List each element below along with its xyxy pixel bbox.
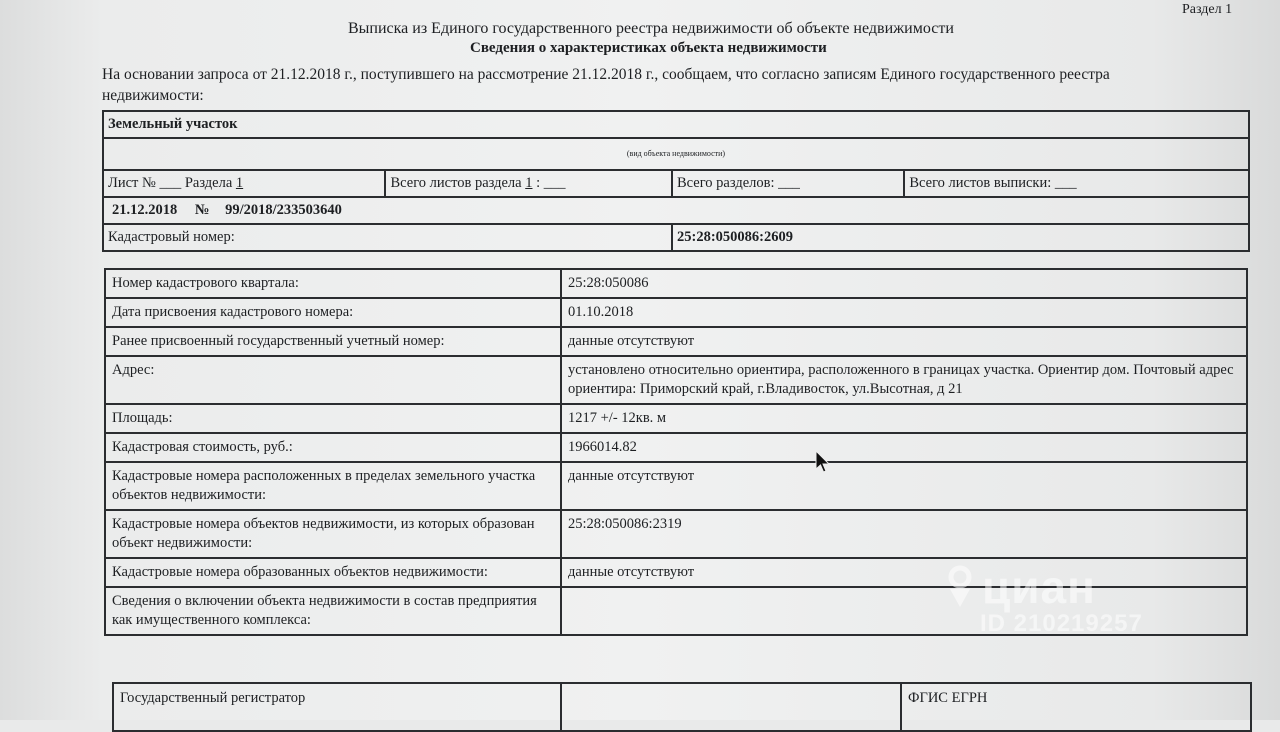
intro-text-line1: На основании запроса от 21.12.2018 г., поступившего на рассмотрение 21.12.2018 г., сообщаем, что согласно записям Единого государственного реестра: [102, 66, 1110, 83]
document-title: Выписка из Единого государственного реестра недвижимости об объекте недвижимости: [348, 20, 954, 37]
cadastral-number-label: Кадастровый номер:: [103, 224, 672, 251]
section-label: Раздела: [184, 175, 233, 191]
row-value: 01.10.2018: [561, 298, 1247, 327]
row-value: 1966014.82: [561, 433, 1247, 462]
watermark-id: ID 210219257: [980, 610, 1143, 637]
watermark-logo: [944, 560, 1143, 614]
table-row: [105, 510, 1247, 558]
object-header-table: [102, 110, 1250, 252]
mouse-cursor-icon: [815, 450, 831, 474]
watermark: [944, 560, 1143, 638]
row-value: данные отсутствуют: [561, 558, 1247, 587]
extract-number: 99/2018/233503640: [225, 202, 342, 218]
system-name: ФГИС ЕГРН: [901, 683, 1251, 731]
total-sections-cell: [672, 170, 904, 197]
row-label: Дата присвоения кадастрового номера:: [105, 298, 561, 327]
cadastral-number-value: 25:28:050086:2609: [672, 224, 1249, 251]
total-sheets-extract-label: Всего листов выписки:: [909, 175, 1052, 191]
document-subtitle: Сведения о характеристиках объекта недвижимости: [470, 40, 827, 56]
row-value: 25:28:050086: [561, 269, 1247, 298]
table-row: [105, 433, 1247, 462]
total-sheets-extract-cell: [904, 170, 1249, 197]
total-sheets-extract-value: ___: [1054, 175, 1077, 191]
row-value: 25:28:050086:2319: [561, 510, 1247, 558]
object-type-caption: (вид объекта недвижимости): [103, 138, 1249, 170]
row-label: Кадастровые номера расположенных в пределах земельного участка объектов недвижимости:: [105, 462, 561, 510]
table-row: [105, 269, 1247, 298]
total-sections-label: Всего разделов:: [676, 175, 775, 191]
row-value: [561, 587, 1247, 635]
sheet-number-cell: [103, 170, 385, 197]
registrar-signature: [561, 683, 901, 731]
total-sheets-section-value: 1: [525, 175, 533, 191]
section-marker: Раздел 1: [1182, 2, 1233, 17]
table-row: [105, 404, 1247, 433]
row-label: Номер кадастрового квартала:: [105, 269, 561, 298]
total-sections-value: ___: [778, 175, 800, 191]
section-value: 1: [235, 175, 244, 191]
row-label: Кадастровые номера объектов недвижимости, из которых образован объект недвижимости:: [105, 510, 561, 558]
row-label: Ранее присвоенный государственный учетный номер:: [105, 327, 561, 356]
row-value: данные отсутствуют: [561, 327, 1247, 356]
total-sheets-section-label: Всего листов раздела: [390, 175, 522, 191]
table-row: [105, 298, 1247, 327]
total-sheets-section-suffix: : ___: [536, 175, 566, 191]
registrar-label: Государственный регистратор: [113, 683, 561, 731]
watermark-logo-text: циан: [982, 561, 1096, 613]
row-label: Кадастровые номера образованных объектов недвижимости:: [105, 558, 561, 587]
date-number-row: [103, 197, 1249, 224]
intro-text-line2: недвижимости:: [102, 87, 204, 104]
table-row: [105, 327, 1247, 356]
row-label: Площадь:: [105, 404, 561, 433]
number-sign: №: [194, 202, 210, 218]
row-value: 1217 +/- 12кв. м: [561, 404, 1247, 433]
object-type: Земельный участок: [103, 111, 1249, 138]
sheet-number-value: ___: [159, 175, 182, 191]
row-value: установлено относительно ориентира, расположенного в границах участка. Ориентир дом. Почтовый адрес ориентира: Приморский край, г.Владивосток, ул.Высотная, д 21: [561, 356, 1247, 404]
registrar-table: [112, 682, 1252, 732]
sheet-number-label: Лист №: [108, 175, 156, 191]
table-row: [105, 356, 1247, 404]
row-label: Сведения о включении объекта недвижимости в состав предприятия как имущественного комплекса:: [105, 587, 561, 635]
table-row: [105, 462, 1247, 510]
row-label: Адрес:: [105, 356, 561, 404]
row-value: данные отсутствуют: [561, 462, 1247, 510]
location-pin-icon: [944, 565, 976, 609]
row-label: Кадастровая стоимость, руб.:: [105, 433, 561, 462]
total-sheets-section-cell: [385, 170, 672, 197]
extract-date: 21.12.2018: [112, 202, 178, 218]
